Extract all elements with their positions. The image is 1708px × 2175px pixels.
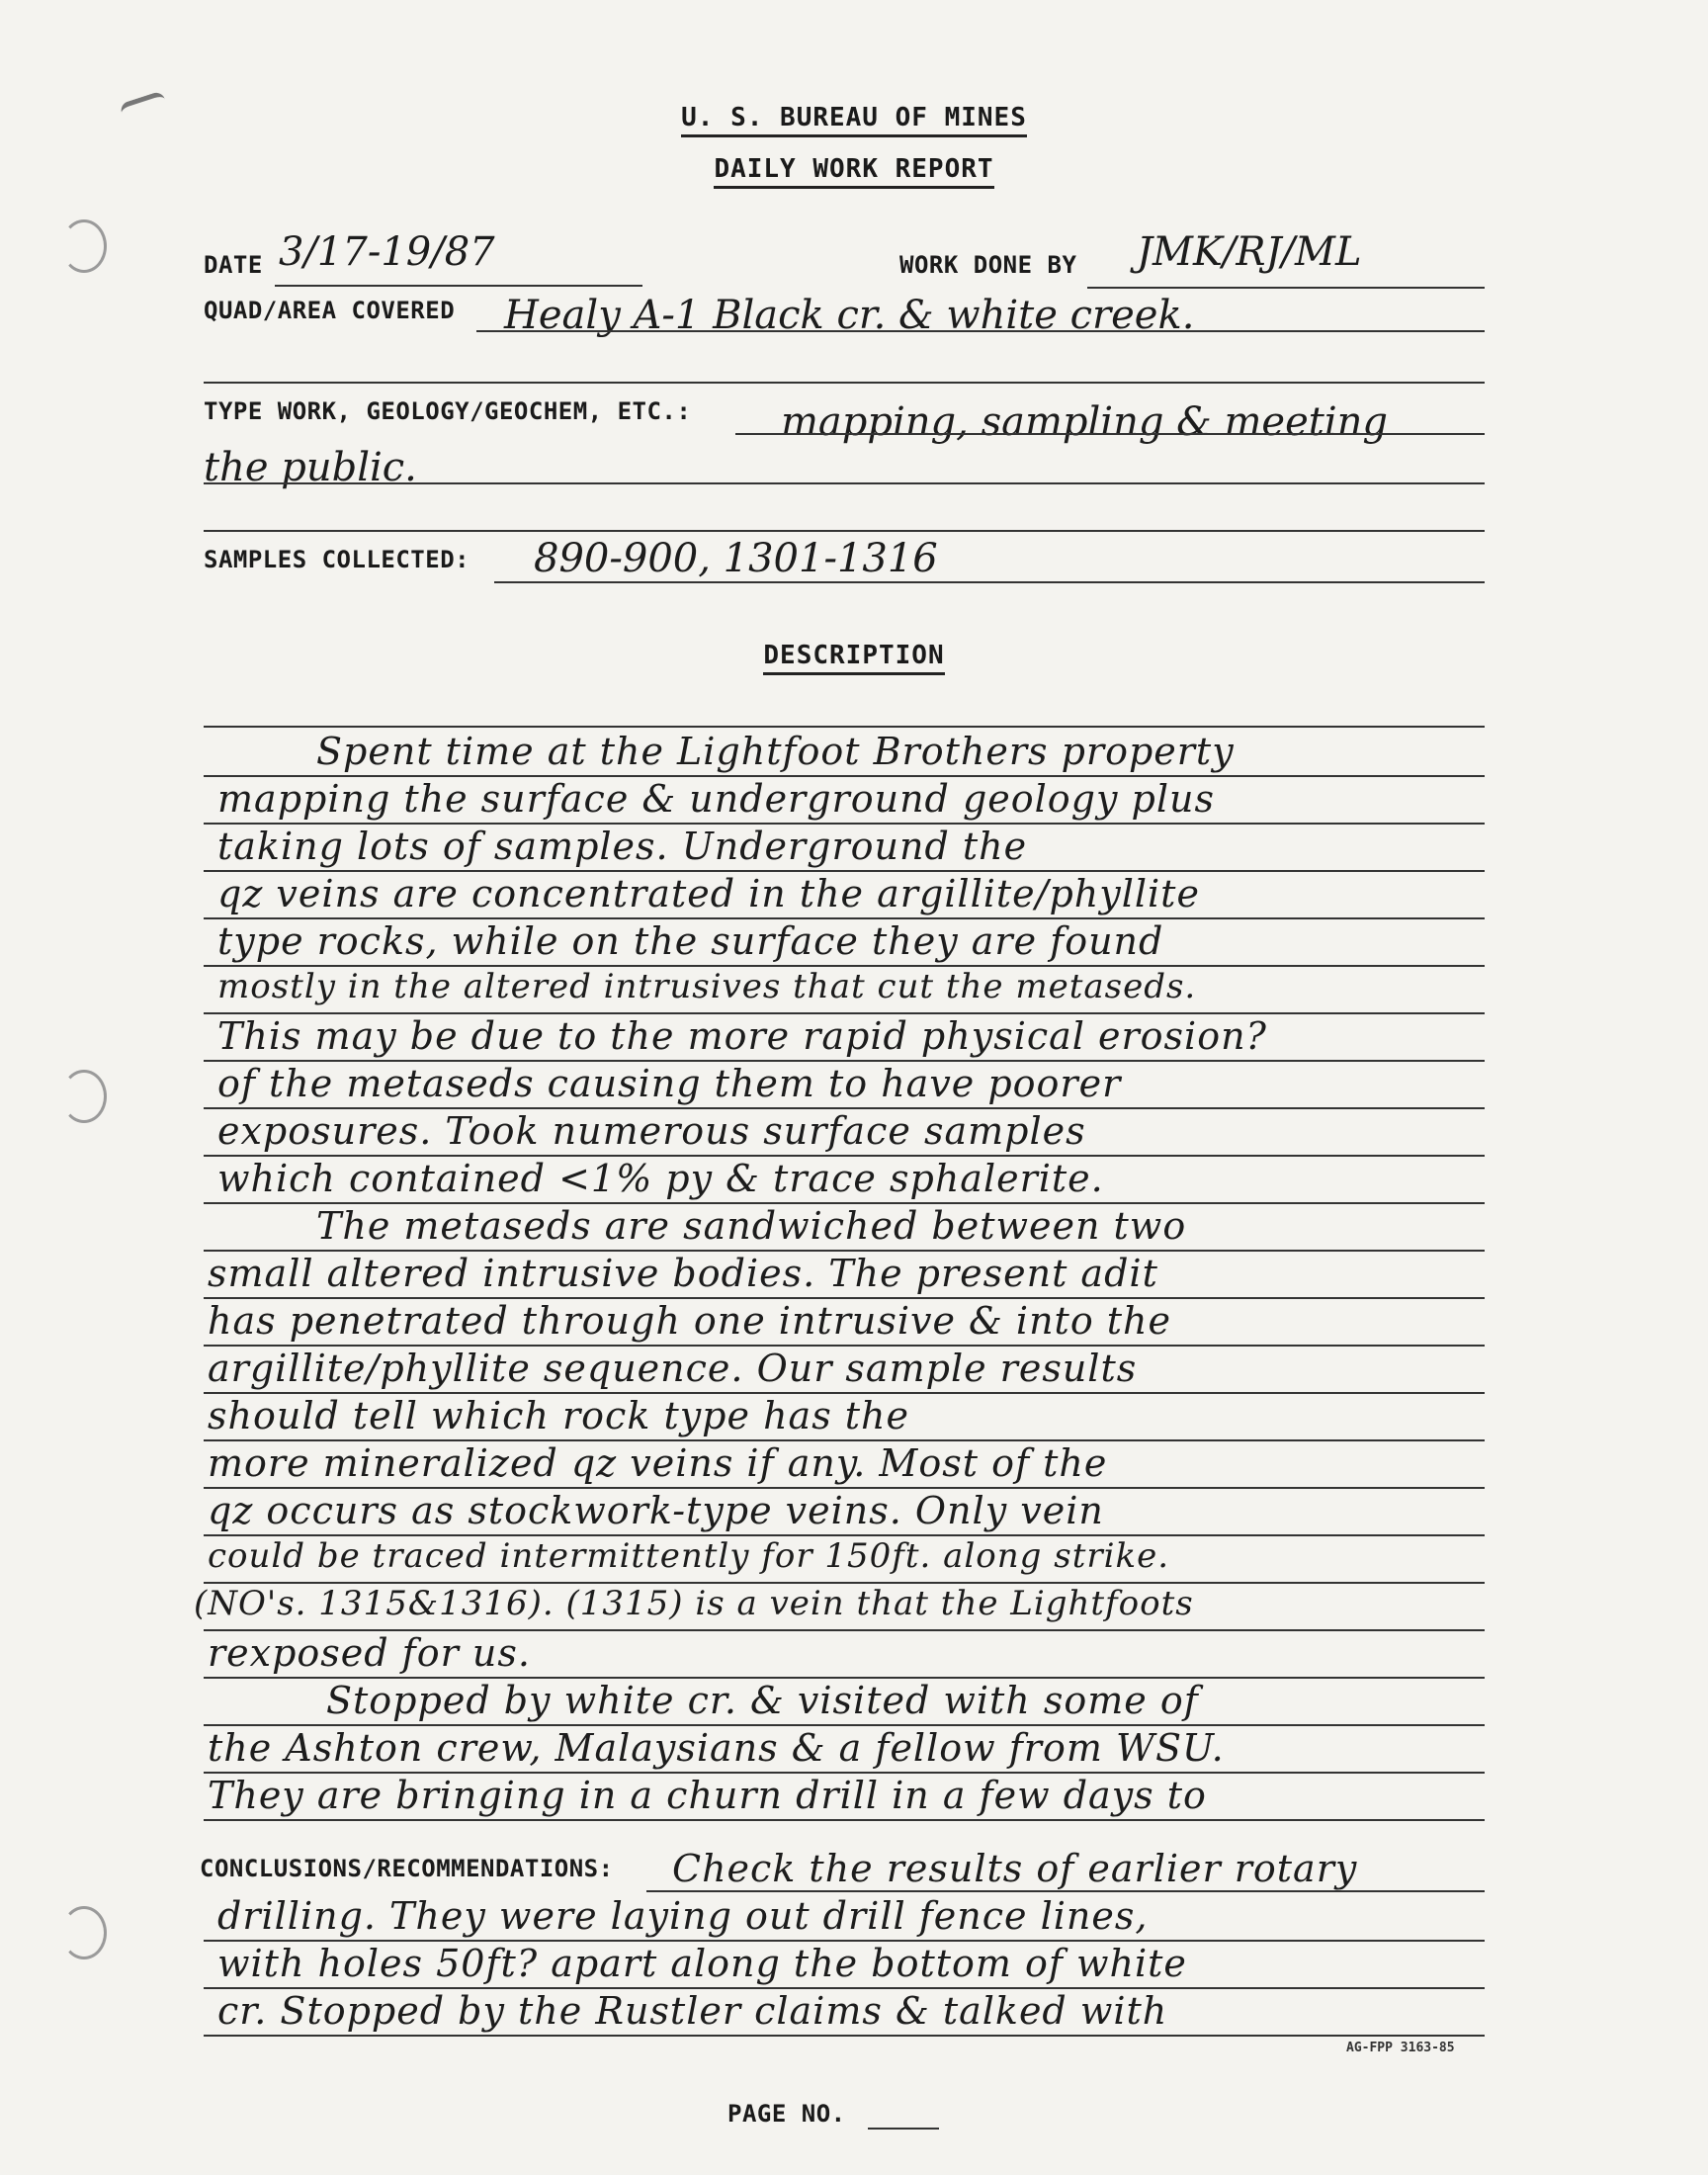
type-work-rule-2 bbox=[204, 482, 1485, 484]
date-label: DATE bbox=[204, 251, 263, 279]
type-work-value-1: mapping, sampling & meeting bbox=[781, 399, 1388, 445]
description-rule bbox=[204, 726, 1485, 728]
description-line: Spent time at the Lightfoot Brothers property bbox=[316, 730, 1235, 773]
type-work-rule-1 bbox=[735, 433, 1485, 435]
form-code: AG-FPP 3163-85 bbox=[1346, 2041, 1455, 2055]
description-line: This may be due to the more rapid physical erosion? bbox=[217, 1014, 1267, 1058]
description-line: more mineralized qz veins if any. Most of the bbox=[208, 1441, 1108, 1485]
description-line: mostly in the altered intrusives that cut the metaseds. bbox=[217, 967, 1197, 1006]
description-line: taking lots of samples. Underground the bbox=[217, 825, 1028, 868]
type-work-label: TYPE WORK, GEOLOGY/GEOCHEM, ETC.: bbox=[204, 397, 692, 425]
description-line: of the metaseds causing them to have poorer bbox=[217, 1062, 1122, 1105]
quad-value: Healy A-1 Black cr. & white creek. bbox=[504, 293, 1195, 338]
quad-label: QUAD/AREA COVERED bbox=[204, 297, 456, 324]
description-line: has penetrated through one intrusive & into the bbox=[208, 1299, 1172, 1343]
description-line: Stopped by white cr. & visited with some of bbox=[326, 1679, 1199, 1722]
description-line: The metaseds are sandwiched between two bbox=[316, 1204, 1187, 1248]
samples-label: SAMPLES COLLECTED: bbox=[204, 546, 470, 573]
page-number-label: PAGE NO. bbox=[727, 2100, 846, 2128]
quad-rule-2 bbox=[204, 382, 1485, 384]
description-line: rexposed for us. bbox=[208, 1631, 531, 1675]
quad-rule bbox=[476, 330, 1485, 332]
description-heading: DESCRIPTION bbox=[0, 641, 1708, 670]
date-rule bbox=[275, 285, 642, 287]
conclusions-rule bbox=[204, 2035, 1485, 2037]
description-line: could be traced intermittently for 150ft. along strike. bbox=[208, 1536, 1170, 1576]
agency-title: U. S. BUREAU OF MINES bbox=[0, 103, 1708, 132]
description-rule bbox=[204, 1819, 1485, 1821]
description-line: argillite/phyllite sequence. Our sample results bbox=[208, 1347, 1138, 1390]
work-done-by-rule bbox=[1087, 287, 1485, 289]
description-line: should tell which rock type has the bbox=[208, 1394, 910, 1437]
binder-hole-top bbox=[61, 219, 107, 273]
work-done-by-label: WORK DONE BY bbox=[899, 251, 1077, 279]
conclusions-line: Check the results of earlier rotary bbox=[672, 1847, 1358, 1890]
description-line: qz veins are concentrated in the argillite/phyllite bbox=[217, 872, 1200, 915]
type-work-rule-3 bbox=[204, 530, 1485, 532]
samples-rule bbox=[494, 581, 1485, 583]
description-line: They are bringing in a churn drill in a few days to bbox=[208, 1774, 1207, 1817]
binder-hole-bottom bbox=[61, 1906, 107, 1959]
conclusions-label: CONCLUSIONS/RECOMMENDATIONS: bbox=[200, 1855, 614, 1882]
conclusions-line: cr. Stopped by the Rustler claims & talked with bbox=[217, 1989, 1168, 2033]
form-title: DAILY WORK REPORT bbox=[0, 154, 1708, 184]
work-done-by-value: JMK/RJ/ML bbox=[1137, 229, 1362, 275]
type-work-value-2: the public. bbox=[204, 445, 417, 490]
samples-value: 890-900, 1301-1316 bbox=[534, 536, 938, 581]
conclusions-rule bbox=[646, 1890, 1485, 1892]
binder-hole-middle bbox=[61, 1070, 107, 1123]
conclusions-line: drilling. They were laying out drill fence lines, bbox=[217, 1894, 1149, 1938]
description-line: mapping the surface & underground geology plus bbox=[217, 777, 1215, 821]
description-line: the Ashton crew, Malaysians & a fellow from WSU. bbox=[208, 1726, 1225, 1770]
description-line: exposures. Took numerous surface samples bbox=[217, 1109, 1086, 1153]
description-line: (NO's. 1315&1316). (1315) is a vein that the Lightfoots bbox=[194, 1584, 1194, 1623]
description-line: type rocks, while on the surface they are found bbox=[217, 919, 1164, 963]
conclusions-line: with holes 50ft? apart along the bottom of white bbox=[217, 1942, 1187, 1985]
description-line: which contained <1% py & trace sphalerite. bbox=[217, 1157, 1104, 1200]
page-number-rule bbox=[868, 2128, 939, 2130]
date-value: 3/17-19/87 bbox=[279, 229, 495, 275]
description-line: small altered intrusive bodies. The present adit bbox=[208, 1252, 1158, 1295]
description-line: qz occurs as stockwork-type veins. Only vein bbox=[208, 1489, 1104, 1532]
